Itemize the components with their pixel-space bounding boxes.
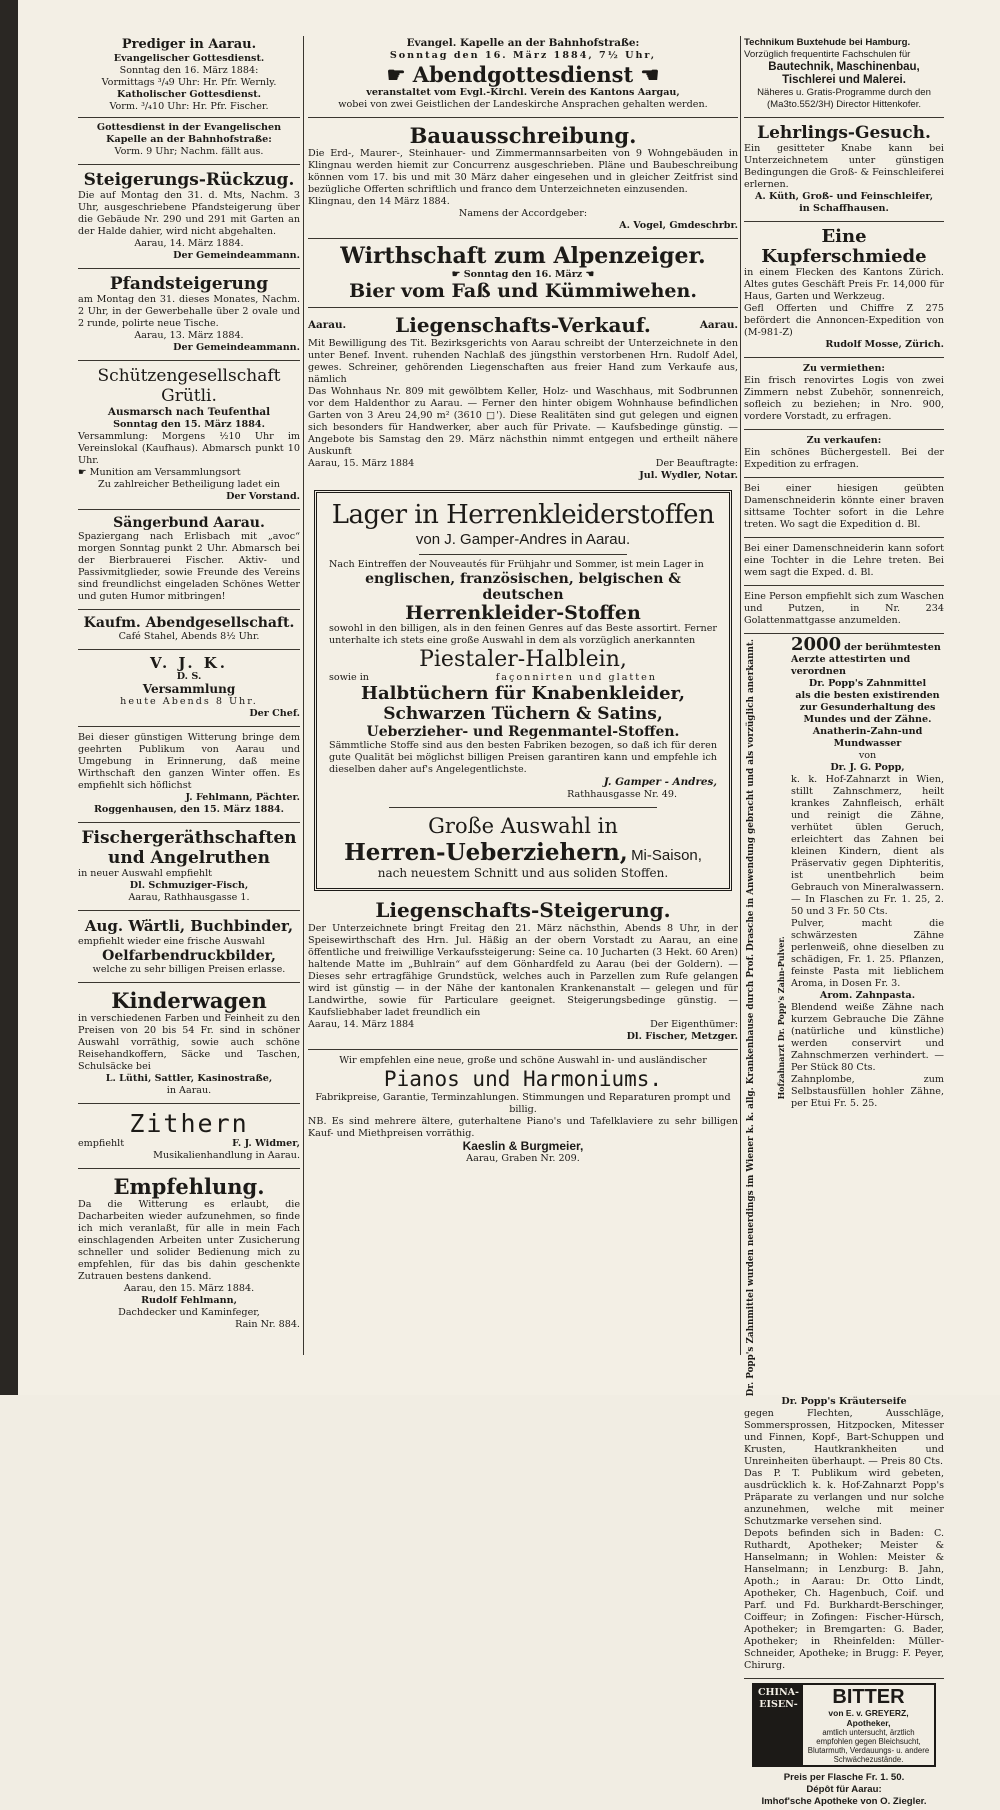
ad-place: Roggenhausen, den 15. März 1884. [93, 804, 285, 815]
ad-body: Nach Eintreffen der Nouveautés für Frühjahr und Sommer, ist mein Lager in [329, 559, 704, 570]
ad-body: Bei einer hiesigen geübten Damenschneiderin könnte einer braven sittsame Tochter sofort in die Lehre treten. Wo sagt die Expedition d. Bl. [744, 483, 944, 530]
divider [744, 633, 944, 634]
ad-signature-line: Namens der Accordgeber: [458, 208, 588, 219]
ad-line: Sonntag den 16. März 1884: [119, 65, 259, 76]
ad-kinderwagen [78, 987, 300, 1099]
ad-date: Aarau, 13. März 1884. [134, 330, 244, 341]
popp-product-title: Anatherin-Zahn-und Mundwasser [812, 726, 923, 749]
ad-zithern [78, 1108, 300, 1164]
popp-name: Dr. J. G. Popp, [830, 762, 905, 773]
divider [744, 537, 944, 538]
ad-signature: Der Vorstand. [226, 491, 300, 502]
divider [744, 357, 944, 358]
ad-body: Bei dieser günstigen Witterung bringe dem geehrten Publikum von Aarau und Umgebung in Erinnerung, daß meine Wirthschaft den ganzen Winter offen. Es empfiehlt sich höflichst [78, 732, 300, 791]
ad-line: Vormittags ³/₄9 Uhr: Hr. Pfr. Wernly. [101, 77, 277, 88]
ad-kupferschmiede [744, 226, 944, 353]
popp-von: von [858, 750, 877, 761]
ad-note: Zu zahlreicher Betheiligung ladet ein [98, 479, 280, 490]
ad-highlight-row [329, 839, 717, 867]
ad-signature: Der Gemeindeammann. [173, 250, 300, 261]
divider [389, 807, 657, 808]
ad-waschen [744, 590, 944, 629]
pointing-hand-right-icon: ☛ [451, 269, 464, 280]
ad-highlight: Ueberzieher- und Regenmantel-Stoffen. [366, 724, 680, 740]
ad-date: Aarau, den 15. März 1884. [123, 1283, 255, 1294]
popp-brand: Dr. Popp's Zahnmittel [808, 678, 927, 689]
divider [78, 649, 300, 650]
ad-bauausschreibung [308, 122, 738, 234]
ad-date: Aarau, 14. März 1884. [134, 238, 244, 249]
china-body [803, 1685, 934, 1765]
ad-pfandsteigerung [78, 273, 300, 356]
ad-body: in neuer Auswahl empfiehlt [78, 868, 212, 879]
ad-body: sowohl in den billigen, als in den feinen Genres auf das Beste assortirt. Ferner unterhalte ich stets eine große Auswahl in dem als vorzüglich anerkannten [329, 623, 717, 646]
ad-roggenhausen [78, 731, 300, 818]
ad-title: Liegenschafts-Verkauf. [395, 313, 651, 337]
right-column [744, 36, 944, 1808]
ad-lager-herrenkleiderstoffen [314, 490, 732, 891]
ad-abendgottesdienst [308, 36, 738, 113]
ad-body: Sämmtliche Stoffe sind aus den besten Fabriken bezogen, so daß ich für deren gute Qualität bei möglichst billigen Preisen garantiren kann und empfehle ich dieselben daher auf's Angelegentlichste. [329, 740, 717, 775]
popp-plombe: Zahnplombe, zum Selbstausfüllen hohler Zähne, per Etui Fr. 5. 25. [791, 1074, 944, 1109]
ad-line: D. S. [176, 671, 202, 682]
ad-line: Näheres u. Gratis-Programme durch den (Ma3to.552/3H) Director Hittenkofer. [757, 87, 931, 110]
ad-title: Kinderwagen [111, 988, 267, 1013]
ad-address: Rain Nr. 884. [235, 1319, 300, 1330]
ad-subtitle: Katholischer Gottesdienst. [117, 89, 261, 100]
ad-title: Zu vermiethen: [803, 363, 885, 374]
ad-place-right: Aarau. [699, 319, 738, 331]
ad-highlight: Mi-Saison, [631, 847, 702, 864]
ad-body: Da die Witterung es erlaubt, die Dacharbeiten wieder aufzunehmen, so finde ich mich veranlaßt, für alle in mein Fach einschlagenden Arbeiten unter Zusicherung schneller und solider Bedienung mich zu empfehlen, für das bis dahin geschenkte Zutrauen bestens dankend. [78, 1199, 300, 1282]
ad-note: ☛ Munition am Versammlungsort [78, 467, 241, 478]
ad-line: Vorzüglich frequentirte Fachschulen für [744, 49, 911, 60]
ad-alpenzeiger [308, 243, 738, 303]
ad-body: Bei einer Damenschneiderin kann sofort eine Tochter in die Lehre treten. Bei wem sagt die Exped. d. Bl. [744, 543, 944, 578]
ad-footer [308, 1019, 738, 1031]
divider [78, 609, 300, 610]
ad-schuetzengesellschaft [78, 365, 300, 505]
pointing-hand-left-icon: ☚ [582, 269, 595, 280]
ad-pianos [308, 1054, 738, 1167]
ad-body: Ein schönes Büchergestell. Bei der Expedition zu erfragen. [744, 447, 944, 470]
divider [78, 268, 300, 269]
ad-name: F. J. Widmer, [232, 1138, 300, 1149]
ad-signature: Rudolf Mosse, Zürich. [825, 339, 944, 350]
ad-highlight: Oelfarbendruckbilder, [102, 948, 276, 964]
ad-title: Lager in Herrenkleiderstoffen [331, 500, 715, 530]
ad-signature: J. Fehlmann, Pächter. [185, 792, 300, 803]
left-column [78, 36, 300, 1355]
popp-pulver: Pulver, macht die schwärzesten Zähne perlenweiß, ohne dieselben zu schädigen, Fr. 1. 25. Pflanzen, feinste Pasta mit lieblichem Aroma, in Dosen Fr. 3. [791, 918, 944, 989]
ad-footer [308, 458, 738, 470]
divider [308, 1049, 738, 1050]
divider [78, 822, 300, 823]
ad-signature: A. Vogel, Gmdeschrbr. [619, 220, 738, 231]
divider [78, 982, 300, 983]
ad-place: in Schaffhausen. [799, 203, 889, 214]
ad-title: Pfandsteigerung [109, 274, 269, 294]
popp-claim: als die besten existirenden zur Gesunderhaltung des Mundes und der Zähne. [795, 690, 940, 725]
popp-vertical-text: Dr. Popp's Zahnmittel wurden neuerdings im Wiener k. k. allg. Krankenhause durch Prof. Drasche in Anwendung gebracht und als vorzüglich anerkannt. [746, 639, 756, 1397]
ad-place-left: Aarau. [308, 319, 347, 331]
popp-layout [744, 634, 944, 1397]
ad-date-row: ☛ Sonntag den 16. März ☚ [451, 269, 595, 280]
ad-title: Empfehlung. [113, 1174, 265, 1199]
ad-body: Café Stahel, Abends 8½ Uhr. [118, 631, 260, 642]
ad-body: Die auf Montag den 31. d. Mts, Nachm. 3 Uhr, ausgeschriebene Pfandsteigerung über die Gebäude Nr. 290 und 291 mit Garten an der Halde dahier, wird nicht abgehalten. [78, 190, 300, 237]
divider [78, 509, 300, 510]
ad-title: Zu verkaufen: [806, 435, 882, 446]
ad-popp-zahnmittel [744, 634, 944, 1674]
preis-line: Dépôt für Aarau: [806, 1784, 882, 1796]
ad-signature: A. Küth, Groß- und Feinschleifer, [754, 191, 934, 202]
ad-body: empfiehlt [78, 1138, 125, 1149]
ad-damenschneiderin [744, 482, 944, 533]
ad-line: Vorm. ³/₄10 Uhr: Hr. Pfr. Fischer. [109, 101, 269, 112]
ad-preis [744, 1771, 944, 1810]
ad-body: façonnirten und glatten [495, 672, 657, 683]
ad-note: NB. Es sind mehrere ältere, guterhaltene Piano's und Tafelklaviere zu sehr billigen Kauf- und Miethpreisen vorräthig. [308, 1116, 738, 1139]
popp-depots: Depots befinden sich in Baden: C. Ruthardt, Apotheker; Meister & Hanselmann; in Wohlen: Meister & Hanselmann; in Lenzburg: B. Jahn, Apoth.; in Aarau: Dr. Otto Lindt, Apotheker, Ch. Hagenbuch, Coif. und Parf. und Fd. Burkhardt-Berschinger, Coiffeur; in Zofingen: Fischer-Hürsch, Apotheker; in Bremgarten: G. Bader, Apotheker; in Rheinfelden: Müller-Schneider, Apotheke; in Brugg: F. Peyer, Chirurg. [744, 1528, 944, 1672]
ad-saengerbund [78, 514, 300, 605]
column-rule-right [740, 36, 741, 1355]
ad-highlight: Piestaler-Halblein, [419, 647, 627, 672]
preis-line: Imhof'sche Apotheke von O. Ziegler. [761, 1796, 927, 1808]
ad-body: Versammlung: Morgens ½10 Uhr im Vereinslokal (Kaufhaus). Abmarsch punkt 10 Uhr. [78, 431, 300, 466]
ad-highlight: Herren-Ueberziehern, [344, 839, 628, 866]
ad-body: Gefl Offerten und Chiffre Z 275 befördert die Annoncen-Expedition von (M-981-Z) [744, 303, 944, 338]
preis-line: Preis per Flasche Fr. 1. 50. [783, 1772, 905, 1784]
ad-body: Mit Bewilligung des Tit. Bezirksgerichts von Aarau schreibt der Unterzeichnete in den unter Benef. Invent. ruhenden Nachlaß des jüngsthin verstorbenen Hrn. Rudolf Adel, gewes. Schreiner, gehörenden Liegenschaften aus freier Hand zum Verkaufe aus, nämlich [308, 338, 738, 385]
middle-column [308, 36, 738, 1355]
popp-publikum: Das P. T. Publikum wird gebeten, ausdrücklich k. k. Hof-Zahnarzt Popp's Präparate zu verlangen und nur solche anzunehmen, welche mit meiner Schutzmarke versehen sind. [744, 1468, 944, 1528]
ad-signature-line: Der Eigenthümer: [650, 1019, 738, 1030]
ad-title: Eine Kupferschmiede [761, 226, 927, 267]
ad-name: Rudolf Fehlmann, [141, 1295, 237, 1306]
ad-body: nach neuestem Schnitt und aus soliden Stoffen. [377, 866, 669, 880]
ad-body: welche zu sehr billigen Preisen erlasse. [92, 964, 286, 975]
popp-blendend: Blendend weiße Zähne nach kurzem Gebrauche Die Zähne (natürliche und künstliche) werden conservirt und Zahnschmerzen verhindert. — Per Stück 80 Cts. [791, 1002, 944, 1073]
ad-china-eisen-bitter [752, 1683, 936, 1767]
divider [78, 164, 300, 165]
divider [308, 307, 738, 308]
ad-line: Sonntag den 16. März 1884, 7½ Uhr, [389, 50, 657, 61]
ad-name: L. Lüthi, Sattler, Kasinostraße, [105, 1073, 273, 1084]
column-rule-left [303, 36, 304, 1355]
ad-title: Bauausschreibung. [409, 123, 637, 148]
ad-highlight: Herrenkleider-Stoffen [405, 602, 641, 624]
ad-damenschneiderin-2 [744, 542, 944, 581]
divider [78, 117, 300, 118]
ad-waertli [78, 915, 300, 978]
ad-body: in verschiedenen Farben und Feinheit zu den Preisen von 20 bis 54 Fr. sind in schöner Auswahl vorräthig, sowie auch schöne Reisehandkoffern, Säcke und Taschen, Schulsäcke bei [78, 1013, 300, 1072]
ad-signature: Jul. Wydler, Notar. [639, 470, 738, 481]
ad-title: Schützengesellschaft Grütli. [97, 366, 281, 406]
ad-title: V. J. K. [149, 654, 229, 672]
ad-line: Gottesdienst in der Evangelischen Kapelle an der Bahnhofstraße: [96, 122, 282, 145]
divider [308, 117, 738, 118]
ad-lehrlings-gesuch [744, 122, 944, 217]
ad-date: Aarau, 14. März 1884 [308, 1019, 415, 1030]
ad-body: am Montag den 31. dieses Monates, Nachm. 2 Uhr, in der Gewerbehalle über 2 ovale und 2 runde, polirte neue Tische. [78, 294, 300, 329]
divider [78, 1168, 300, 1169]
ad-address: Aarau, Rathhausgasse 1. [128, 892, 250, 903]
divider [419, 554, 627, 555]
popp-body-text: k. k. Hof-Zahnarzt in Wien, stillt Zahnschmerz, heilt krankes Zahnfleisch, erhält und reinigt die Zähne, verhütet üblen Geruch, erleichtert das Zahnen bei kleinen Kindern, dient als Präservativ gegen Diphteritis, ist unentbehrlich beim Gebrauch von Mineralwassern. — In Flaschen zu Fr. 1. 25, 2. 50 und 3 Fr. 50 Cts. [791, 774, 944, 917]
ad-title: Liegenschafts-Steigerung. [375, 898, 671, 922]
ad-title: Aug. Wärtli, Buchbinder, [84, 917, 294, 935]
ad-zu-verkaufen [744, 434, 944, 473]
ad-title: Zithern [129, 1109, 249, 1138]
ad-title: Fischergeräthschaften [81, 828, 297, 848]
ad-title: und Angelruthen [108, 848, 270, 868]
ad-subtitle: von J. Gamper-Andres in Aarau. [415, 531, 631, 548]
ad-body: in einem Flecken des Kantons Zürich. Altes gutes Geschäft Preis Fr. 14,000 für Haus, Garten und Werkzeug. [744, 267, 944, 302]
ad-kaufm-abendgesellschaft [78, 614, 300, 645]
ad-vjk [78, 654, 300, 722]
ad-liegenschafts-verkauf [308, 312, 738, 484]
divider [744, 429, 944, 430]
ad-address: Aarau, Graben Nr. 209. [466, 1153, 580, 1164]
ad-line: wobei von zwei Geistlichen der Landeskirche Ansprachen gehalten werden. [338, 99, 708, 110]
ad-title: Sängerbund Aarau. [113, 515, 265, 531]
ad-signature: Der Gemeindeammann. [173, 342, 300, 353]
ad-body: Ein gesitteter Knabe kann bei Unterzeichnetem unter günstigen Bedingungen die Groß- & Feinschleiferei erlernen. [744, 143, 944, 190]
popp-vertical-text-2: Hofzahnarzt Dr. Popp's Zahn-Pulver. [776, 936, 786, 1100]
ad-address: Musikalienhandlung in Aarau. [153, 1150, 300, 1161]
ad-date: Aarau, 15. März 1884 [308, 458, 415, 469]
ad-signature: Der Chef. [249, 708, 300, 719]
ad-date: Sonntag den 15. März 1884. [113, 419, 265, 430]
divider [744, 585, 944, 586]
divider [308, 238, 738, 239]
divider [744, 221, 944, 222]
divider [744, 117, 944, 118]
china-by: von E. v. GREYERZ, Apotheker, [828, 1708, 909, 1729]
ad-highlight: Bautechnik, Maschinenbau, [768, 61, 920, 73]
ad-liegenschafts-steigerung [308, 897, 738, 1045]
ad-address: Rathhausgasse Nr. 49. [567, 789, 677, 800]
ad-title-row: ☛ Abendgottesdienst ☚ [386, 62, 660, 87]
china-title: BITTER [832, 1686, 905, 1709]
ad-trade: Dachdecker und Kaminfeger, [118, 1307, 260, 1318]
ad-body: Spaziergang nach Erlisbach mit „avoc“ morgen Sonntag punkt 2 Uhr. Abmarsch bei der Bierbrauerei Fischer. Aktiv- und Passivmitglieder, sowie Freunde des Vereins sind freundlichst eingeladen Schönes Wetter und guten Humor mitbringen! [78, 531, 300, 602]
ad-zu-vermiethen [744, 362, 944, 425]
ad-date: Klingnau, den 14 März 1884. [308, 196, 450, 207]
ad-body: Ein frisch renovirtes Logis von zwei Zimmern nebst Zubehör, sonnenreich, sofleich zu beziehen; in Nro. 900, vordere Vorstadt, zu erfragen. [744, 375, 944, 422]
ad-title: Pianos und Harmoniums. [383, 1067, 663, 1091]
china-label: CHINA- EISEN- [754, 1685, 803, 1765]
ad-title-row [308, 313, 738, 338]
ad-subtitle: Evangelischer Gottesdienst. [113, 53, 265, 64]
divider [78, 1103, 300, 1104]
divider [78, 726, 300, 727]
ad-line: Vorm. 9 Uhr; Nachm. fällt aus. [114, 146, 264, 157]
ad-body-row [78, 1138, 300, 1150]
pointing-hand-icon: ☛ [78, 467, 90, 478]
ad-highlight: Tischlerei und Malerei. [782, 74, 906, 86]
ad-signature: Kaeslin & Burgmeier, [462, 1139, 584, 1153]
ad-place: in Aarau. [166, 1085, 212, 1096]
ad-body: Eine Person empfiehlt sich zum Waschen und Putzen, in Nr. 234 Golattenmattgasse anzumelden. [744, 591, 944, 626]
popp-body [788, 634, 944, 1396]
ad-line: Evangel. Kapelle an der Bahnhofstraße: [406, 37, 640, 49]
ad-body: Das Wohnhaus Nr. 809 mit gewölbtem Keller, Holz- und Waschhaus, mit Sodbrunnen vor dem Haldenthor zu Aarau. — Ferner den hinter obigem Wohnhause befindlichen Garten von 3 Areu 24,90 m² (3610 □'). Diese Realitäten sind gut gelegen und eignen sich besonders für Handwerker, aber auch für Private. — Kaufsbedinge günstig. — Angebote bis Samstag den 29. März nächsthin nimmt entgegen und ertheilt nähere Auskunft [308, 386, 738, 457]
ad-intro: Wir empfehlen eine neue, große und schöne Auswahl in- und ausländischer [339, 1055, 707, 1066]
ad-line: Versammlung [142, 682, 236, 696]
ad-highlight: Große Auswahl in [428, 814, 618, 838]
ad-title: Steigerungs-Rückzug. [83, 170, 295, 190]
ad-body: Fabrikpreise, Garantie, Terminzahlungen. Stimmungen und Reparaturen prompt und billig. [315, 1092, 731, 1115]
ad-highlight: englischen, französischen, belgischen & deutschen [365, 571, 681, 603]
ad-steigerungs-rueckzug [78, 169, 300, 264]
ad-highlight: Schwarzen Tüchern & Satins, [383, 704, 663, 724]
divider [78, 910, 300, 911]
ad-title: Kaufm. Abendgesellschaft. [83, 615, 295, 631]
divider [744, 477, 944, 478]
pointing-hand-right-icon: ☛ [386, 62, 413, 87]
ad-technikum [744, 36, 944, 113]
ad-line: Technikum Buxtehude bei Hamburg. [744, 37, 911, 48]
ad-body: heute Abends 8 Uhr. [120, 696, 258, 707]
china-desc: amtlich untersucht, ärztlich empfohlen gegen Bleichsucht, Blutarmuth, Verdauungs- u. andere Schwächezustände. [807, 1728, 930, 1765]
ad-prediger [78, 36, 300, 160]
ad-body: sowie in [329, 672, 369, 683]
divider [78, 360, 300, 361]
ad-body: Die Erd-, Maurer-, Steinhauer- und Zimmermannsarbeiten von 9 Wohngebäuden in Klingnau werden hiemit zur Concurrenz ausgeschrieben. Pläne und Baubeschreibung können vom 17. bis und mit 30 März daher eingesehen und in gleicher Zeitfrist sind bezügliche Offerten schriftlich und franco dem Unterzeichneten einzusenden. [308, 148, 738, 195]
ad-highlight: Halbtüchern für Knabenkleider, [360, 683, 685, 704]
ad-body: Der Unterzeichnete bringt Freitag den 21. März nächsthin, Abends 8 Uhr, in der Speisewirthschaft des Hrn. Jul. Häßig an der obern Vorstadt zu Aarau, an eine öffentliche und freiwillige Verkaufssteigerung: Seine ca. 10 Jucharten (3 Hekt. 60 Aren) haltende Matte im „Buhlrain“ auf dem Gönhardfeld zu Aarau (bei der Goldern). — Dieses sehr ertragfähige Grundstück, welches auch in Parzellen zum Rufe gelangen wird ist günstig — in der Nähe der kantonalen Krankenanstalt — gelegen und für Landwirthe, sowie für Particulare geeignet. Steigerungsbedinge günstig. — Kaufsliebhaber ladet freundlich ein [308, 923, 738, 1018]
ad-empfehlung [78, 1173, 300, 1333]
ad-title: Lehrlings-Gesuch. [757, 123, 931, 143]
ad-subtitle: Ausmarsch nach Teufenthal [107, 406, 271, 418]
pointing-hand-left-icon: ☚ [633, 62, 660, 87]
ad-line: veranstaltet vom Evgl.-Kirchl. Verein des Kantons Aargau, [366, 87, 680, 98]
ad-title: Wirthschaft zum Alpenzeiger. [340, 243, 706, 269]
ad-title: Prediger in Aarau. [121, 37, 257, 52]
ad-fischergeraethschaften [78, 827, 300, 906]
ad-signature-line: Der Beauftragte: [655, 458, 738, 469]
ad-subtitle: Bier vom Faß und Kümmiwehen. [349, 280, 697, 302]
ad-signature: Dl. Fischer, Metzger. [626, 1031, 738, 1042]
divider [744, 1678, 944, 1679]
popp-header: 2000 der berühmtesten Aerzte attestirten und verordnen [791, 634, 941, 677]
ad-name: Dl. Schmuziger-Fisch, [129, 880, 249, 891]
popp-arom: Arom. Zahnpasta. [819, 990, 916, 1001]
popp-kraeuterseife-title: Dr. Popp's Kräuterseife [781, 1396, 907, 1408]
ad-body: empfiehlt wieder eine frische Auswahl [78, 936, 265, 947]
ad-signature: J. Gamper - Andres, [603, 776, 717, 788]
popp-kraeuterseife-body: gegen Flechten, Ausschläge, Sommersprossen, Hitzpocken, Mitesser und Finnen, Kopf-, Bart-Schuppen und Krusten, Hautkrankheiten und Unreinheiten überhaupt. — Preis 80 Cts. [744, 1408, 944, 1468]
